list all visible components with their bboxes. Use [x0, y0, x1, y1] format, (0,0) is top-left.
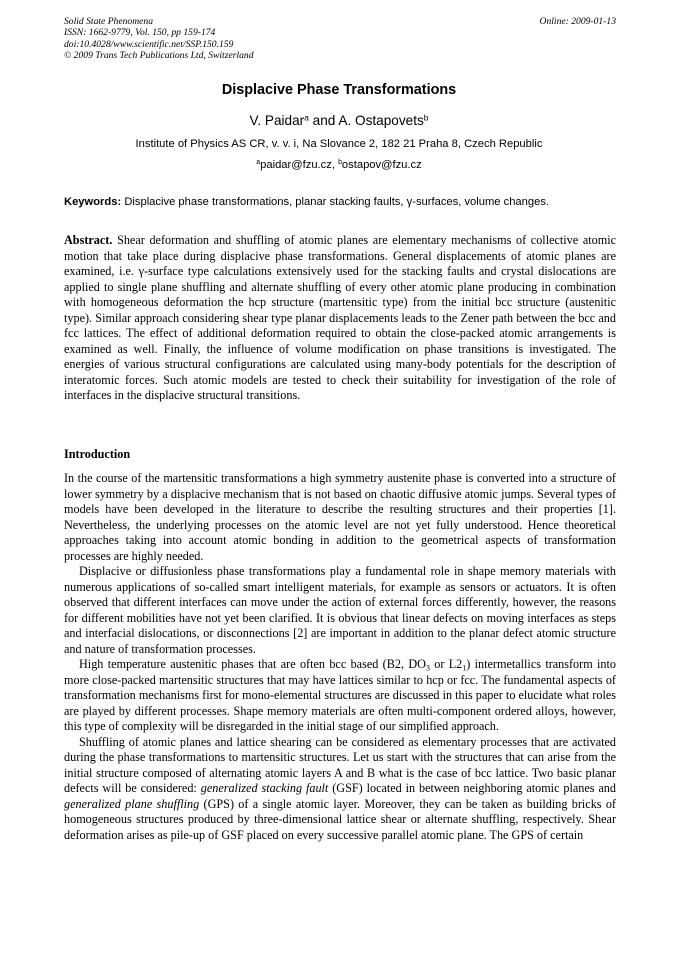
keywords-label: Keywords:: [64, 196, 122, 208]
paper-title: Displacive Phase Transformations: [221, 82, 457, 98]
keywords: [64, 196, 616, 208]
intro-paragraph-3: [64, 657, 616, 735]
abstract: [64, 233, 616, 404]
intro-p4-text-b: (GSF) located in between neighboring atomic planes and: [328, 781, 616, 795]
abstract-label: Abstract.: [64, 233, 113, 247]
online-date: Online: 2009-01-13: [539, 16, 616, 27]
term-generalized-plane-shuffling: generalized plane shuffling: [64, 796, 200, 811]
intro-paragraph-2: Displacive or diffusionless phase transformations play a fundamental role in shape memory materials with numerous applications of so-called smart intelligent materials, for example as sensors or actuators. It is often observed that different interfaces can move under the action of external forces differently, however, the reasons for different mobilities have not yet been clarified. It is obvious that linear defects on moving interfaces as steps and interfacial dislocations, or disconnections [2] are important in addition to the planar defect atomic structure and nature of transformation processes.: [64, 564, 616, 656]
intro-p3-subscript-2: 1: [462, 663, 467, 673]
email-ostapov: ostapov@fzu.cz: [341, 159, 422, 171]
author-ostapovets: A. Ostapovets: [338, 113, 424, 128]
intro-p3-text-a: High temperature austenitic phases that are often bcc based (B2, DO: [79, 657, 426, 671]
issn-line: ISSN: 1662-9779, Vol. 150, pp 159-174: [64, 27, 216, 39]
abstract-text: Shear deformation and shuffling of atomic planes are elementary mechanisms of collective atomic motion that take place during displacive phase transformations. General displacements of atomic planes are examined, i.e. γ-surface type calculations extensively used for the stacking faults and crystal dislocations are applied to single plane shuffling and alternate shuffling of every other atomic plane producing in combination with homogeneous deformation the hcp structure (martensitic type) from the initial bcc structure (austenitic type). Similar approach considering shear type planar displacements leads to the Zener path between the bcc and fcc lattices. The effect of additional deformation required to obtain the close-packed atomic arrangements is examined as well. Finally, the influence of volume modification on phase transitions is investigated. The energies of various structural configurations are calculated using many-body potentials for the description of interatomic forces. Such atomic models are tested to check their suitability for investigation of the role of interfaces in the displacive structural transitions.: [64, 233, 616, 402]
journal-header: [64, 16, 616, 62]
intro-p3-text-b: or L2: [429, 657, 463, 671]
email-a-mark: a: [256, 159, 261, 167]
affiliation: Institute of Physics AS CR, v. v. i, Na Slovance 2, 182 21 Praha 8, Czech Republic: [135, 138, 543, 150]
introduction-body: [64, 471, 616, 843]
author-paidar: V. Paidar: [249, 113, 305, 128]
term-generalized-stacking-fault: generalized stacking fault: [200, 781, 329, 795]
author-paidar-affil-mark: a: [304, 112, 309, 123]
email-b-mark: b: [338, 159, 342, 167]
intro-p4-text-c: (GPS) of a single atomic layer. Moreover, they can be taken as building bricks of homogeneous structures produced by three-dimensional lattice shear or alternate shuffling, respectively. Shear deformation arises as pile-up of GSF placed on every successive parallel atomic plane. The GPS of certain: [64, 796, 616, 842]
copyright-line: © 2009 Trans Tech Publications Ltd, Switzerland: [64, 50, 254, 62]
keywords-text: Displacive phase transformations, planar stacking faults, γ-surfaces, volume changes.: [124, 196, 550, 208]
intro-p3-subscript-1: 3: [425, 663, 430, 673]
author-ostapovets-affil-mark: b: [423, 112, 429, 123]
section-heading-introduction: Introduction: [64, 447, 131, 461]
intro-p3-text-c: ) intermetallics transform into more close-packed martensitic structures that may have lattices similar to hcp or fcc. The fundamental aspects of transformation mechanisms first for mono-elemental structures are discussed in this paper to elucidate what roles are played by different processes. Shape memory materials are often multi-component ordered alloys, however, this type of complexity will be disregarded in the initial stage of our simplified approach.: [64, 657, 616, 733]
author-line: [0, 113, 678, 128]
author-conjunction: and: [312, 113, 336, 128]
journal-name: Solid State Phenomena: [64, 16, 153, 27]
intro-p4-text-a: Shuffling of atomic planes and lattice shearing can be considered as elementary processes that are activated during the phase transformations to martensitic structures. Let us start with the structures that can arise from the initial structure composed of alternating atomic layers A and B what is the case of bcc lattice. Two basic planar defects will be considered:: [64, 734, 616, 795]
email-line: [0, 159, 678, 171]
email-paidar: paidar@fzu.cz,: [260, 159, 335, 171]
intro-paragraph-1: In the course of the martensitic transformations a high symmetry austenite phase is converted into a structure of lower symmetry by a displacive mechanism that is not based on chaotic diffusive atomic jumps. Several types of models have been developed in the literature to describe the resulting structures and their properties [1]. Nevertheless, the underlying processes on the atomic level are not yet fully understood. Hence theoretical approaches taking into account atomic bonding in addition to the geometrical aspects of transformation processes are highly needed.: [64, 471, 616, 563]
doi-line: doi:10.4028/www.scientific.net/SSP.150.159: [64, 38, 234, 50]
intro-paragraph-4: [64, 735, 616, 844]
